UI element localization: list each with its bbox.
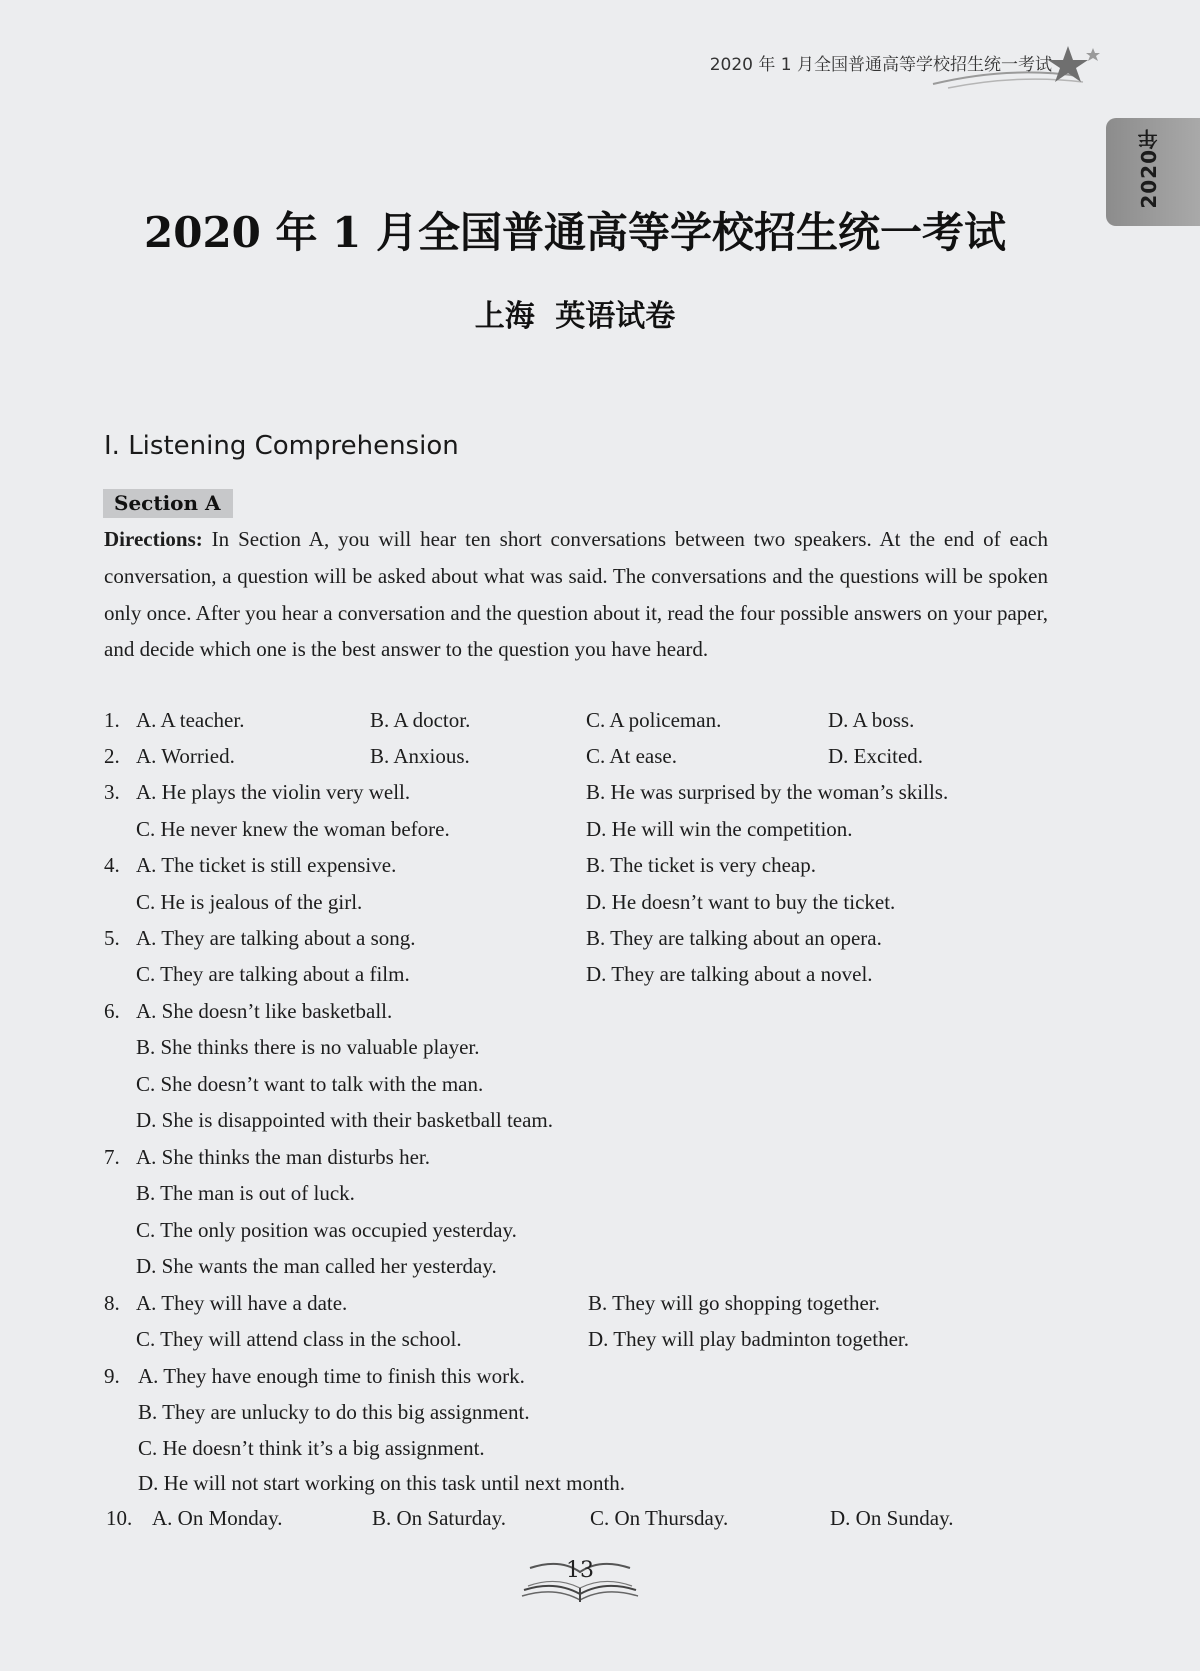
option-a: A. They will have a date. [136, 1291, 348, 1315]
option-a: A. They are talking about a song. [136, 926, 416, 950]
option-c: C. He doesn’t think it’s a big assignment. [138, 1436, 485, 1460]
option-c: C. The only position was occupied yesterday. [136, 1218, 517, 1242]
option-c: C. At ease. [586, 744, 677, 768]
directions-paragraph [104, 521, 1048, 668]
option-c: C. He never knew the woman before. [136, 817, 450, 841]
question-number: 1. [104, 708, 120, 732]
question-number: 7. [104, 1145, 120, 1169]
option-a: A. She doesn’t like basketball. [136, 999, 393, 1023]
option-c: C. A policeman. [586, 708, 722, 732]
option-a: A. On Monday. [152, 1506, 283, 1530]
star-swoosh-icon [928, 36, 1108, 96]
option-b: B. The ticket is very cheap. [586, 853, 816, 877]
option-b: B. They are unlucky to do this big assignment. [138, 1400, 530, 1424]
option-c: C. They will attend class in the school. [136, 1327, 462, 1351]
option-b: B. She thinks there is no valuable player. [136, 1035, 480, 1059]
question-number: 5. [104, 926, 120, 950]
page-number: 13 [566, 1558, 594, 1583]
option-b: B. On Saturday. [372, 1506, 506, 1530]
exam-title: 2020 年 1 月全国普通高等学校招生统一考试 [144, 208, 1006, 257]
option-c: C. She doesn’t want to talk with the man. [136, 1072, 484, 1096]
question-number: 3. [104, 780, 120, 804]
option-d: D. He will win the competition. [586, 817, 853, 841]
question-number: 2. [104, 744, 120, 768]
option-a: A. She thinks the man disturbs her. [136, 1145, 430, 1169]
question-number: 4. [104, 853, 120, 877]
question-number: 9. [104, 1364, 120, 1388]
option-b: B. Anxious. [370, 744, 470, 768]
option-d: D. She wants the man called her yesterday. [136, 1254, 497, 1278]
option-d: D. He doesn’t want to buy the ticket. [586, 890, 896, 914]
option-b: B. A doctor. [370, 708, 471, 732]
option-a: A. They have enough time to finish this work. [138, 1364, 525, 1388]
option-d: D. A boss. [828, 708, 915, 732]
option-b: B. They will go shopping together. [588, 1291, 880, 1315]
option-c: C. On Thursday. [590, 1506, 729, 1530]
exam-subtitle: 上海 英语试卷 [474, 299, 676, 334]
option-a: A. A teacher. [136, 708, 245, 732]
option-c: C. He is jealous of the girl. [136, 890, 363, 914]
option-a: A. Worried. [136, 744, 235, 768]
side-tab-label: 2020年 [1137, 128, 1161, 209]
option-d: D. On Sunday. [830, 1506, 954, 1530]
option-d: D. They are talking about a novel. [586, 962, 873, 986]
running-header: 2020 年 1 月全国普通高等学校招生统一考试 [709, 55, 1052, 75]
option-d: D. She is disappointed with their basketball team. [136, 1108, 554, 1132]
option-a: A. He plays the violin very well. [136, 780, 411, 804]
directions-label: Directions: [104, 527, 203, 551]
directions-text: In Section A, you will hear ten short conversations between two speakers. At the end of each conversation, a question will be asked about what was said. The conversations and the questions will be spoken only once. After you hear a conversation and the question about it, read the four possible answers on your paper, and decide which one is the best answer to the question you have heard. [104, 527, 1048, 662]
section-badge: Section A [103, 489, 233, 518]
option-a: A. The ticket is still expensive. [136, 853, 397, 877]
question-number: 10. [106, 1506, 133, 1530]
option-d: D. They will play badminton together. [588, 1327, 909, 1351]
question-number: 8. [104, 1291, 120, 1315]
part-heading: I. Listening Comprehension [104, 431, 459, 461]
option-b: B. The man is out of luck. [136, 1181, 355, 1205]
question-number: 6. [104, 999, 120, 1023]
option-b: B. They are talking about an opera. [586, 926, 882, 950]
option-d: D. He will not start working on this task until next month. [138, 1471, 626, 1495]
option-b: B. He was surprised by the woman’s skills. [586, 780, 949, 804]
option-c: C. They are talking about a film. [136, 962, 410, 986]
option-d: D. Excited. [828, 744, 924, 768]
